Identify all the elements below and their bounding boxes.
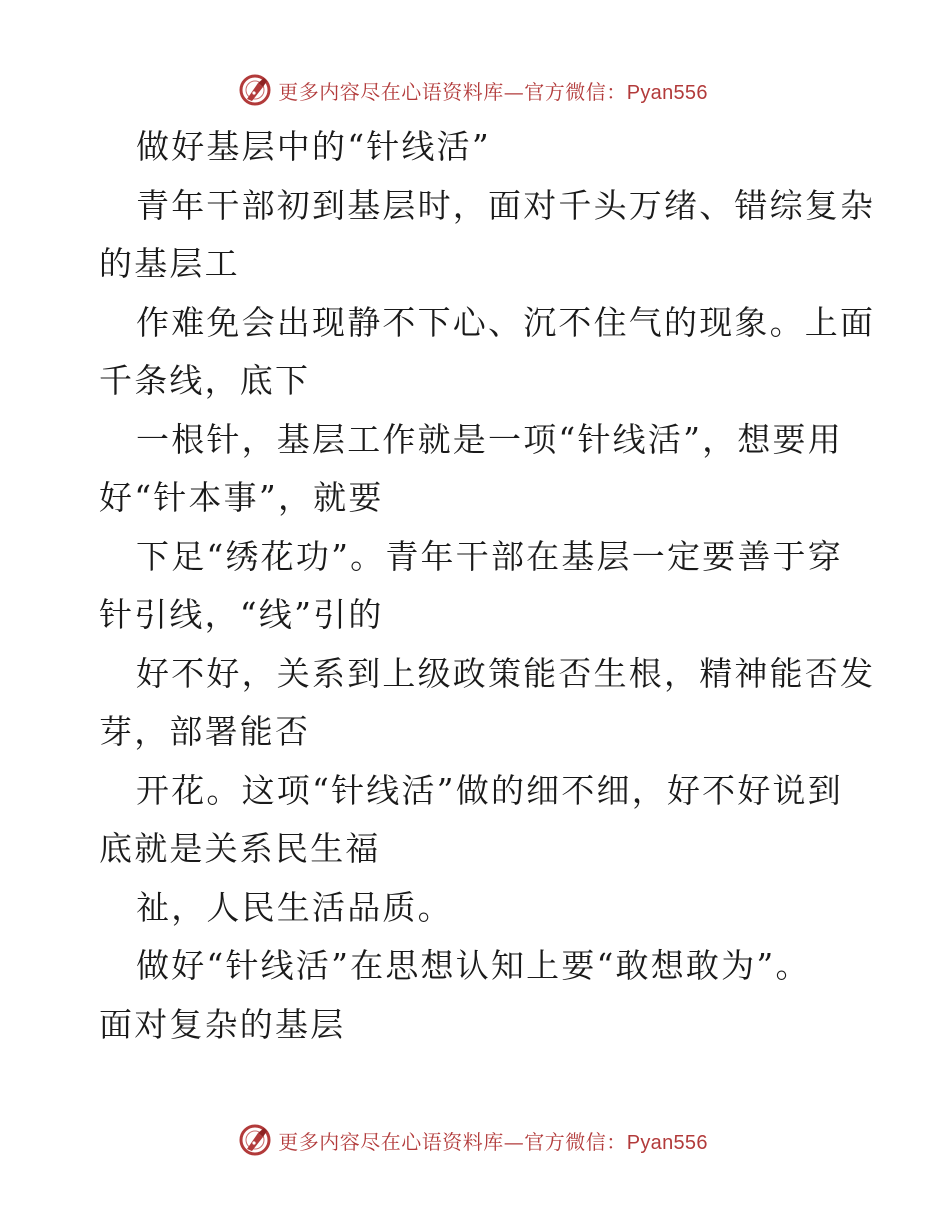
text-line: 作难免会出现静不下心、沉不住气的现象。上面 [136,302,876,342]
text-line: 针引线，“线”引的 [99,595,384,634]
text-line: 的基层工 [99,244,240,283]
banner-text: 更多内容尽在心语资料库—官方微信：Pyan556 [278,1129,708,1154]
text-line: 一根针，基层工作就是一项“针线活”，想要用 [136,419,843,459]
text-line: 青年干部初到基层时，面对千头万绪、错综复杂 [136,185,876,225]
text-line: 祉，人民生活品质。 [136,887,453,927]
footer-banner [0,1120,950,1160]
text-line: 下足“绣花功”。青年干部在基层一定要善于穿 [136,536,843,576]
header-banner-inner [238,73,708,107]
text-line: 做好基层中的“针线活” [136,127,491,166]
pen-nib-circle-icon [238,1123,272,1157]
text-line: 好不好，关系到上级政策能否生根，精神能否发 [136,653,876,693]
text-line: 面对复杂的基层 [99,1004,346,1044]
text-line: 做好“针线活”在思想认知上要“敢想敢为”。 [136,946,811,985]
document-body [99,118,876,1054]
text-line: 千条线，底下 [99,361,311,400]
wechat-id: Pyan556 [626,81,708,104]
header-banner [0,70,950,110]
banner-text: 更多内容尽在心语资料库—官方微信：Pyan556 [278,79,708,104]
text-line: 芽，部署能否 [99,712,311,751]
text-line: 底就是关系民生福 [99,829,381,868]
pen-nib-circle-icon [238,73,272,107]
text-line: 开花。这项“针线活”做的细不细，好不好说到 [136,770,843,810]
text-line: 好“针本事”，就要 [99,478,384,517]
footer-banner-inner [238,1123,708,1157]
wechat-id: Pyan556 [626,1131,708,1154]
